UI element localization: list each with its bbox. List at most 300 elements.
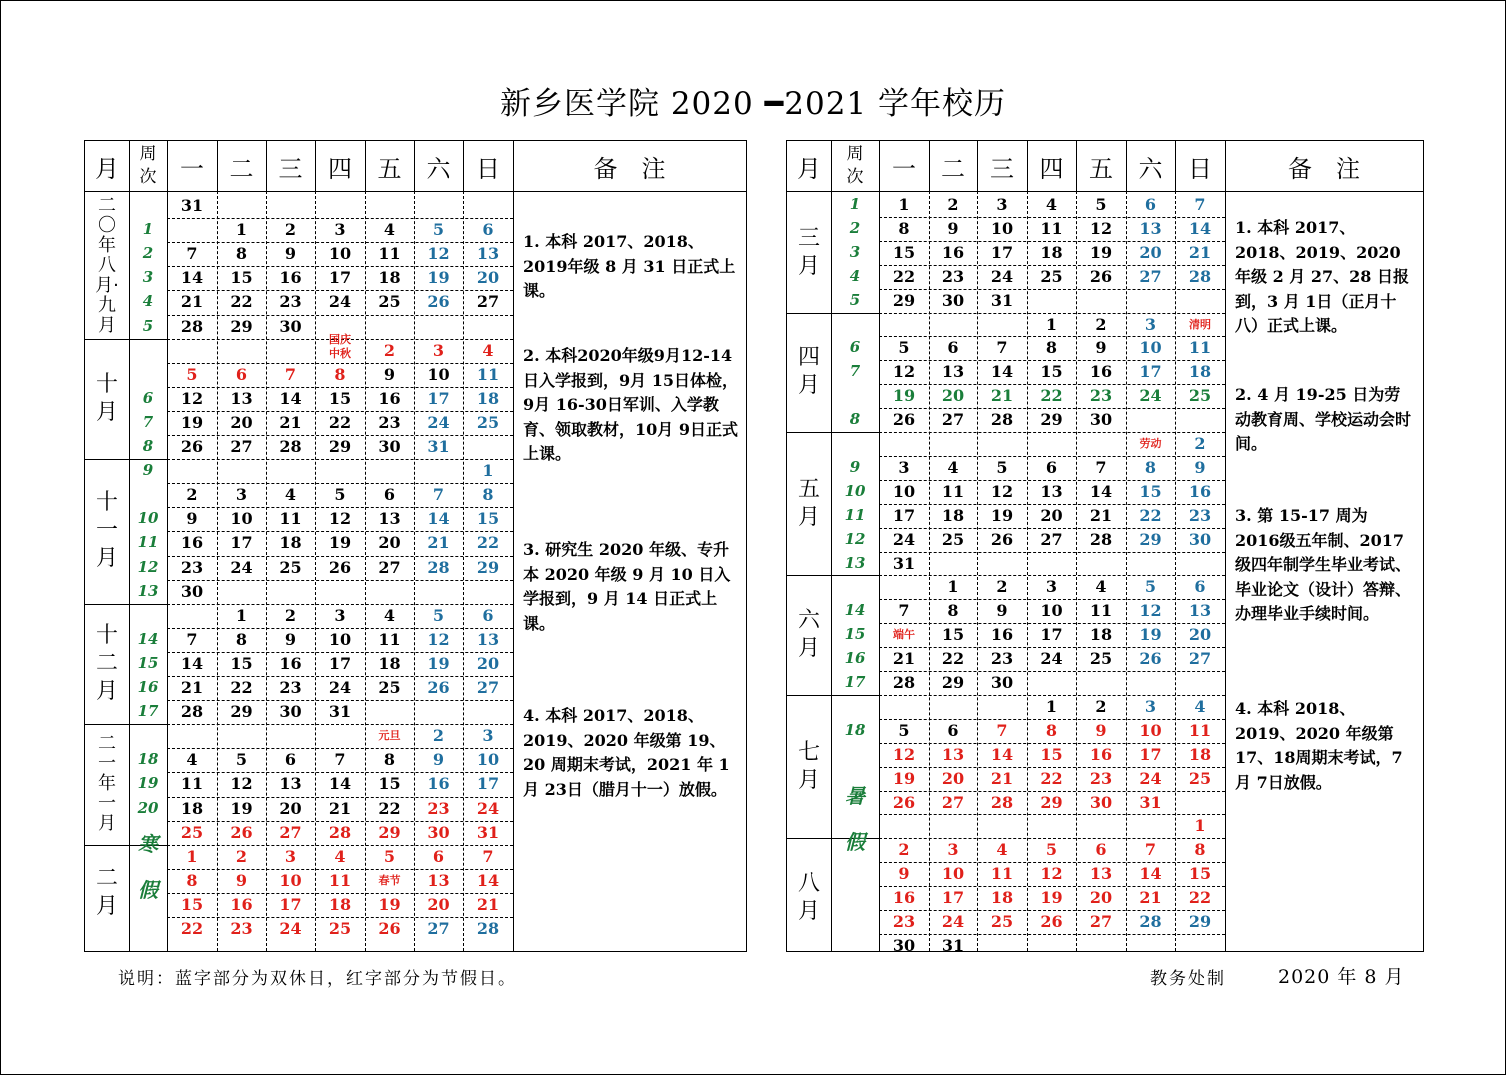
day-cell: 6 — [482, 605, 494, 625]
day-cell: 23 — [892, 912, 916, 931]
month-label — [787, 575, 831, 695]
day-cell: 12 — [427, 244, 450, 264]
month-label-text: 四月 — [797, 345, 820, 399]
day-cell: 5 — [898, 720, 910, 740]
day-cell: 14 — [427, 509, 450, 529]
header-week-label: 周次 — [139, 144, 157, 187]
day-cell: 15 — [180, 894, 204, 914]
day-cell: 21 — [990, 768, 1014, 788]
day-cell: 9 — [383, 364, 396, 384]
day-cell: 10 — [427, 364, 450, 384]
legend-note: 说明：蓝字部分为双休日，红字部分为节假日。 — [118, 969, 517, 989]
day-cell: 22 — [1040, 386, 1063, 406]
day-cell: 1 — [235, 220, 248, 240]
day-cell: 24 — [427, 412, 450, 432]
week-number: 16 — [844, 649, 866, 668]
week-number: 11 — [137, 533, 159, 552]
day-cell: 29 — [1188, 912, 1212, 931]
month-label — [787, 838, 831, 958]
day-cell: 23 — [180, 557, 204, 577]
day-cell: 13 — [279, 774, 302, 794]
header-day: 二 — [229, 154, 254, 183]
day-cell: 2 — [1095, 696, 1107, 716]
calendar-fall-semester — [84, 140, 747, 952]
day-cell: 23 — [279, 292, 302, 312]
day-cell: 30 — [279, 702, 302, 722]
day-cell: 11 — [1089, 601, 1113, 621]
day-cell: 7 — [432, 485, 445, 505]
day-cell: 24 — [328, 292, 352, 312]
week-number: 10 — [137, 509, 159, 528]
day-cell: 18 — [1188, 362, 1212, 382]
day-cell: 4 — [383, 220, 396, 240]
day-cell: 16 — [427, 774, 450, 794]
day-cell: 4 — [284, 485, 297, 505]
header-day: 三 — [990, 154, 1014, 183]
day-cell: 21 — [1089, 505, 1113, 525]
week-number: 15 — [137, 653, 159, 672]
day-cell: 17 — [1139, 362, 1162, 382]
week-number: 12 — [137, 557, 159, 576]
day-cell: 17 — [476, 774, 500, 794]
day-cell: 18 — [941, 505, 965, 525]
day-cell: 7 — [1144, 840, 1157, 860]
week-number: 9 — [849, 457, 861, 476]
day-cell: 31 — [892, 553, 916, 573]
day-cell: 17 — [1139, 744, 1162, 764]
day-cell: 4 — [1095, 577, 1107, 597]
day-cell: 9 — [1095, 720, 1107, 740]
day-cell: 27 — [1188, 649, 1212, 669]
day-cell: 7 — [284, 364, 297, 384]
day-cell: 30 — [1089, 792, 1113, 812]
day-cell: 26 — [892, 410, 916, 430]
day-cell: 17 — [990, 242, 1014, 262]
header-day: 四 — [328, 154, 352, 183]
day-cell: 1 — [898, 195, 910, 214]
day-cell: 14 — [476, 870, 500, 890]
day-cell: 10 — [279, 870, 302, 890]
day-cell: 16 — [378, 388, 401, 408]
day-cell: 16 — [892, 888, 916, 908]
day-cell: 16 — [279, 268, 302, 288]
day-cell: 5 — [235, 750, 248, 770]
day-cell: 10 — [892, 481, 916, 501]
week-number: 7 — [142, 412, 154, 431]
day-cell: 清明 — [1189, 317, 1211, 331]
vacation-label: 暑 假 — [845, 783, 865, 854]
day-cell: 14 — [990, 744, 1014, 764]
day-cell: 23 — [990, 649, 1014, 669]
day-cell: 23 — [230, 919, 253, 938]
day-cell: 14 — [328, 774, 352, 794]
day-cell: 11 — [1188, 338, 1212, 358]
week-number: 5 — [142, 316, 154, 335]
month-label — [85, 459, 129, 604]
day-cell: 19 — [427, 653, 450, 673]
header-week — [831, 141, 879, 191]
day-cell: 19 — [1089, 242, 1113, 262]
day-cell: 20 — [1139, 242, 1162, 262]
day-cell: 29 — [476, 557, 500, 577]
day-cell: 6 — [383, 485, 396, 505]
day-cell: 15 — [1188, 864, 1212, 884]
day-cell: 11 — [941, 481, 965, 501]
row-divider — [167, 580, 513, 581]
day-cell: 12 — [892, 362, 916, 382]
day-cell: 8 — [1144, 457, 1157, 477]
week-number: 1 — [849, 195, 861, 213]
day-cell: 17 — [328, 653, 352, 673]
day-cell: 27 — [279, 822, 302, 842]
day-cell: 5 — [1095, 195, 1107, 214]
day-cell: 20 — [1089, 888, 1113, 908]
day-cell: 5 — [432, 220, 445, 240]
day-cell: 24 — [1040, 649, 1063, 669]
header-day-divider — [266, 141, 267, 191]
header-day-divider — [929, 141, 930, 191]
day-cell: 30 — [378, 437, 401, 456]
day-cell: 20 — [279, 798, 302, 818]
day-cell: 29 — [892, 290, 916, 310]
day-cell: 25 — [1188, 386, 1212, 406]
header-day: 日 — [476, 154, 500, 183]
day-cell: 4 — [482, 340, 494, 360]
day-cell: 13 — [1089, 864, 1113, 884]
day-cell: 11 — [1040, 218, 1063, 238]
day-cell: 1 — [1194, 816, 1206, 836]
day-cell: 25 — [941, 529, 965, 549]
day-cell: 13 — [941, 362, 965, 382]
day-cell: 22 — [328, 412, 352, 432]
day-cell: 端午 — [893, 628, 915, 642]
day-cell: 20 — [1188, 625, 1212, 645]
day-cell: 15 — [941, 625, 965, 645]
column-divider — [513, 141, 514, 951]
header-day: 一 — [180, 154, 204, 183]
header-day-divider — [1126, 141, 1127, 191]
header-day: 五 — [1089, 154, 1113, 183]
day-cell: 19 — [1139, 625, 1162, 645]
row-divider — [879, 552, 1225, 553]
day-cell: 17 — [279, 894, 302, 914]
day-cell: 24 — [990, 266, 1014, 286]
header-week-label: 周次 — [846, 144, 864, 187]
day-cell: 27 — [941, 792, 965, 812]
day-cell: 5 — [186, 364, 198, 384]
week-number: 18 — [137, 750, 159, 769]
day-cell: 12 — [427, 629, 450, 649]
week-number: 3 — [849, 242, 861, 261]
month-label-text: 十月 — [95, 371, 118, 425]
day-cell: 11 — [180, 774, 204, 794]
day-cell: 2 — [432, 726, 445, 746]
day-cell: 10 — [476, 750, 500, 770]
day-cell: 17 — [328, 268, 352, 288]
day-cell: 16 — [1089, 362, 1113, 382]
day-cell: 21 — [328, 798, 352, 818]
day-cell: 30 — [180, 581, 204, 601]
day-cell: 3 — [334, 220, 346, 240]
day-cell: 2 — [284, 220, 297, 240]
week-number: 6 — [849, 338, 861, 357]
day-cell: 19 — [892, 768, 916, 788]
week-number: 10 — [844, 481, 866, 500]
week-number: 12 — [844, 529, 866, 548]
day-cell: 6 — [432, 846, 445, 866]
day-cell: 21 — [180, 292, 204, 312]
day-cell: 6 — [947, 338, 959, 358]
day-cell: 23 — [1089, 768, 1113, 788]
day-cell: 27 — [476, 292, 500, 312]
day-cell: 29 — [1139, 529, 1162, 549]
day-cell: 21 — [892, 649, 916, 669]
day-cell: 国庆 中秋 — [329, 332, 351, 360]
day-cell: 10 — [941, 864, 965, 884]
day-cell: 17 — [941, 888, 965, 908]
day-cell: 9 — [186, 509, 198, 529]
day-cell: 18 — [279, 533, 302, 553]
week-number: 7 — [849, 362, 861, 381]
day-cell: 8 — [947, 601, 959, 621]
day-cell: 31 — [180, 196, 204, 215]
day-cell: 7 — [186, 244, 198, 264]
day-cell: 3 — [334, 605, 346, 625]
month-label — [85, 845, 129, 941]
day-cell: 20 — [230, 412, 253, 432]
day-cell: 8 — [235, 629, 248, 649]
day-cell: 15 — [378, 774, 401, 794]
day-cell: 1 — [1045, 314, 1058, 334]
day-cell: 28 — [892, 673, 916, 692]
day-cell: 26 — [230, 822, 253, 842]
day-cell: 23 — [1089, 386, 1113, 406]
day-cell: 28 — [1089, 529, 1113, 549]
day-cell: 27 — [941, 410, 965, 430]
day-cell: 14 — [1188, 218, 1212, 238]
remark-item: 2. 4 月 19-25 日为劳动教育周、学校运动会时间。 — [1235, 385, 1412, 453]
day-cell: 30 — [1089, 410, 1113, 430]
day-cell: 25 — [180, 822, 204, 842]
issue-date: 2020 年 8 月 — [1278, 966, 1405, 988]
day-cell: 27 — [1089, 912, 1113, 931]
day-cell: 5 — [1144, 577, 1157, 597]
week-number: 13 — [137, 581, 159, 600]
day-cell: 24 — [892, 529, 916, 549]
day-cell: 26 — [1139, 649, 1162, 669]
day-cell: 7 — [1194, 195, 1206, 214]
day-cell: 14 — [180, 268, 204, 288]
day-cell: 29 — [1040, 792, 1063, 812]
day-cell: 8 — [1045, 338, 1058, 358]
day-cell: 2 — [383, 340, 396, 360]
day-cell: 11 — [328, 870, 352, 890]
day-cell: 28 — [427, 557, 450, 577]
week-number: 18 — [844, 720, 866, 739]
day-cell: 28 — [180, 702, 204, 722]
month-label — [85, 604, 129, 725]
day-cell: 29 — [230, 316, 253, 336]
day-cell: 3 — [432, 340, 445, 360]
day-cell: 29 — [230, 702, 253, 722]
month-label — [787, 313, 831, 433]
day-cell: 9 — [947, 218, 959, 238]
remark-item: 1. 本科 2017、2018、2019、2020 年级 2 月 27、28 日报到，3 月 1日（正月十八）正式上课。 — [1235, 218, 1409, 335]
day-cell: 9 — [1095, 338, 1107, 358]
day-cell: 3 — [235, 485, 248, 505]
week-number: 14 — [844, 601, 866, 620]
day-cell: 5 — [334, 485, 346, 505]
week-number: 13 — [844, 553, 866, 572]
day-cell: 10 — [1040, 601, 1063, 621]
day-cell: 8 — [235, 244, 248, 264]
day-cell: 12 — [328, 509, 352, 529]
day-cell: 春节 — [378, 873, 401, 887]
day-cell: 22 — [1188, 888, 1212, 908]
day-cell: 7 — [898, 601, 910, 621]
day-cell: 11 — [476, 364, 500, 384]
month-label — [787, 695, 831, 838]
day-cell: 12 — [1089, 218, 1113, 238]
day-cell: 28 — [180, 316, 204, 336]
week-number: 3 — [142, 268, 154, 287]
column-divider — [831, 141, 832, 951]
day-cell: 3 — [898, 457, 910, 477]
day-cell: 15 — [1139, 481, 1162, 501]
day-cell: 29 — [328, 437, 352, 456]
day-cell: 11 — [279, 509, 302, 529]
day-cell: 9 — [898, 864, 910, 884]
day-cell: 8 — [898, 218, 910, 238]
issuer: 教务处制 — [1150, 969, 1226, 989]
day-cell: 1 — [482, 461, 494, 481]
day-cell: 10 — [328, 629, 352, 649]
day-cell: 31 — [941, 935, 965, 955]
day-cell: 21 — [476, 894, 500, 914]
day-cell: 2 — [1095, 314, 1107, 334]
day-cell: 25 — [1089, 649, 1113, 669]
day-cell: 26 — [1040, 912, 1063, 931]
day-cell: 17 — [427, 388, 450, 408]
day-cell: 27 — [1040, 529, 1063, 549]
day-cell: 18 — [990, 888, 1014, 908]
day-cell: 26 — [1089, 266, 1113, 286]
row-divider — [879, 814, 1225, 815]
day-cell: 30 — [279, 316, 302, 336]
day-cell: 22 — [1139, 505, 1162, 525]
day-cell: 16 — [990, 625, 1014, 645]
day-cell: 28 — [279, 437, 302, 456]
day-cell: 16 — [1188, 481, 1212, 501]
day-cell: 24 — [230, 557, 253, 577]
day-cell: 9 — [1194, 457, 1206, 477]
day-cell: 6 — [947, 720, 959, 740]
day-cell: 29 — [378, 822, 401, 842]
week-number: 4 — [142, 292, 154, 311]
header-notes: 备 注 — [1288, 154, 1360, 183]
header-divider — [85, 191, 746, 192]
day-cell: 10 — [1139, 720, 1162, 740]
day-cell: 19 — [180, 412, 204, 432]
day-cell: 26 — [378, 919, 401, 938]
month-label-text: 七月 — [797, 739, 820, 793]
day-cell: 13 — [476, 244, 500, 264]
day-cell: 22 — [230, 292, 253, 312]
day-cell: 10 — [1139, 338, 1162, 358]
remark-item: 2. 本科2020年级9月12-14日入学报到，9月 15日体检，9月 16-30日军训、入学教育、领取教材，10月 9日正式上课。 — [523, 346, 738, 463]
day-cell: 12 — [1139, 601, 1162, 621]
day-cell: 劳动 — [1139, 437, 1162, 450]
header-day: 四 — [1039, 154, 1064, 183]
day-cell: 13 — [1188, 601, 1212, 621]
day-cell: 11 — [990, 864, 1014, 884]
month-label — [85, 339, 129, 460]
day-cell: 29 — [1040, 410, 1063, 430]
day-cell: 21 — [1188, 242, 1212, 262]
day-cell: 21 — [990, 386, 1014, 406]
day-cell: 25 — [990, 912, 1014, 931]
day-cell: 17 — [1040, 625, 1063, 645]
week-number: 8 — [849, 410, 861, 429]
day-cell: 7 — [482, 846, 494, 866]
day-cell: 3 — [1045, 577, 1058, 597]
header-day-divider — [977, 141, 978, 191]
day-cell: 13 — [476, 629, 500, 649]
day-cell: 25 — [378, 292, 401, 312]
day-cell: 27 — [476, 678, 500, 697]
day-cell: 8 — [334, 364, 346, 384]
day-cell: 3 — [1144, 314, 1157, 334]
day-cell: 24 — [328, 678, 352, 697]
day-cell: 25 — [378, 678, 401, 697]
day-cell: 22 — [476, 533, 500, 553]
day-cell: 6 — [235, 364, 248, 384]
day-cell: 13 — [230, 388, 253, 408]
day-cell: 1 — [947, 577, 959, 597]
day-cell: 18 — [378, 268, 401, 288]
header-month: 月 — [797, 154, 821, 183]
header-day-divider — [1175, 141, 1176, 191]
day-cell: 4 — [996, 840, 1008, 860]
month-label-text: 五月 — [797, 476, 820, 530]
day-cell: 9 — [235, 870, 248, 890]
day-cell: 27 — [230, 437, 253, 456]
day-cell: 19 — [378, 894, 401, 914]
day-cell: 4 — [1045, 195, 1058, 214]
day-cell: 27 — [378, 557, 401, 577]
day-cell: 22 — [1040, 768, 1063, 788]
header-day-divider — [1027, 141, 1028, 191]
day-cell: 24 — [1139, 768, 1162, 788]
day-cell: 18 — [1040, 242, 1063, 262]
header-day: 六 — [1138, 154, 1163, 183]
day-cell: 19 — [427, 268, 450, 288]
month-label-text: 十一月 — [95, 490, 118, 572]
day-cell: 28 — [1188, 266, 1212, 286]
day-cell: 16 — [279, 653, 302, 673]
day-cell: 6 — [284, 750, 297, 770]
day-cell: 8 — [186, 870, 198, 890]
week-number: 5 — [849, 290, 861, 309]
day-cell: 5 — [383, 846, 396, 866]
day-cell: 27 — [427, 919, 450, 938]
day-cell: 1 — [1045, 696, 1058, 716]
day-cell: 31 — [476, 822, 500, 842]
day-cell: 15 — [1040, 744, 1063, 764]
remark-item: 4. 本科 2018、2019、2020 年级第 17、18周期末考试，7 月 7日放假。 — [1235, 699, 1403, 792]
day-cell: 18 — [378, 653, 401, 673]
day-cell: 3 — [947, 840, 959, 860]
